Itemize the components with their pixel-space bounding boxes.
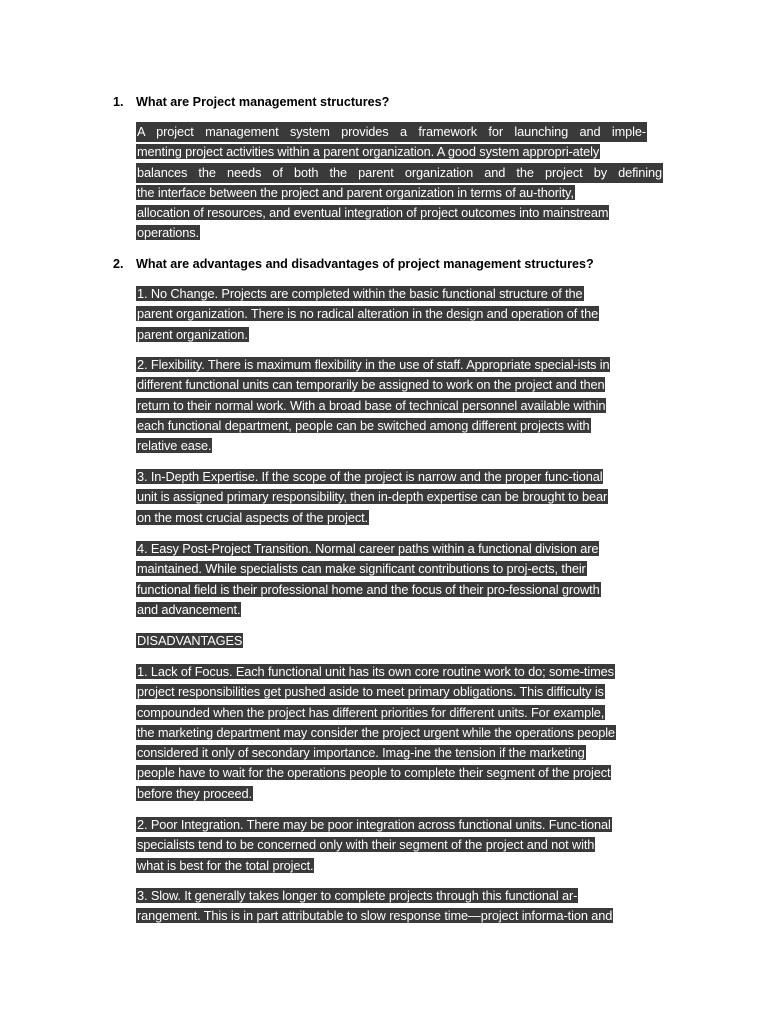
highlighted-text: what is best for the total project.: [137, 857, 314, 873]
question-text: What are Project management structures?: [136, 95, 390, 109]
text-line: [136, 487, 608, 507]
highlighted-text: considered it only of secondary importance. Imag-ine the tension if the marketing: [137, 745, 585, 761]
text-line: [136, 723, 616, 743]
highlighted-text: 3. In-Depth Expertise. If the scope of the project is narrow and the proper func-tional: [137, 469, 603, 484]
text-line: [136, 508, 608, 528]
text-line: [136, 703, 616, 723]
highlighted-text: A project management system provides a framework for launching and imple-: [136, 122, 647, 142]
question-2: [113, 257, 594, 271]
text-line: [136, 743, 616, 763]
highlighted-text: the interface between the project and parent organization in terms of au-thority,: [137, 184, 574, 200]
text-line: [136, 682, 616, 702]
highlighted-text: DISADVANTAGES: [137, 633, 243, 648]
disadvantage-3-paragraph: [136, 886, 613, 927]
text-line: [136, 815, 612, 835]
disadvantage-2-paragraph: [136, 815, 612, 876]
highlighted-text: 1. Lack of Focus. Each functional unit has its own core routine work to do; some-times: [137, 664, 614, 679]
text-line: [136, 856, 612, 876]
highlighted-text: parent organization. There is no radical alteration in the design and operation of the: [137, 306, 599, 322]
highlighted-text: each functional department, people can be switched among different projects with: [137, 417, 590, 433]
text-line: [136, 375, 610, 395]
highlighted-text: relative ease.: [137, 438, 212, 454]
advantage-4-paragraph: [136, 539, 601, 620]
text-line: [136, 183, 663, 203]
highlighted-text: return to their normal work. With a broad base of technical personnel available within: [137, 397, 606, 413]
text-line: [136, 763, 616, 783]
advantage-3-paragraph: [136, 467, 608, 528]
highlighted-text: 3. Slow. It generally takes longer to complete projects through this functional ar-: [137, 888, 578, 903]
text-line: [136, 631, 243, 651]
highlighted-text: 1. No Change. Projects are completed within the basic functional structure of the: [137, 286, 583, 301]
highlighted-text: 2. Flexibility. There is maximum flexibility in the use of staff. Appropriate special-ists in: [137, 357, 610, 372]
highlighted-text: on the most crucial aspects of the project.: [137, 509, 368, 525]
text-line: [136, 835, 612, 855]
highlighted-text: 2. Poor Integration. There may be poor integration across functional units. Func-tional: [137, 817, 611, 832]
answer-1-paragraph: [136, 122, 663, 244]
text-line: [136, 467, 608, 487]
highlighted-text: the marketing department may consider the project urgent while the operations people: [137, 724, 615, 740]
highlighted-text: unit is assigned primary responsibility, then in-depth expertise can be brought to bear: [137, 489, 608, 505]
highlighted-text: before they proceed.: [137, 785, 252, 801]
highlighted-text: parent organization.: [137, 326, 248, 342]
highlighted-text: allocation of resources, and eventual integration of project outcomes into mainstream: [137, 205, 609, 221]
question-number: 2.: [113, 257, 124, 271]
text-line: [136, 662, 616, 682]
text-line: [136, 203, 663, 223]
highlighted-text: balances the needs of both the parent organization and the project by defining: [136, 163, 663, 183]
text-line: [136, 539, 601, 559]
highlighted-text: maintained. While specialists can make significant contributions to proj-ects, their: [137, 561, 586, 577]
highlighted-text: rangement. This is in part attributable to slow response time—project informa-tion and: [137, 908, 613, 924]
text-line: [136, 325, 599, 345]
disadvantages-heading: [136, 631, 243, 651]
highlighted-text: operations.: [137, 225, 199, 241]
question-number: 1.: [113, 95, 124, 109]
text-line: [136, 784, 616, 804]
text-line: [136, 396, 610, 416]
text-line: [136, 906, 613, 926]
question-1: [113, 95, 389, 109]
text-line: [136, 580, 601, 600]
text-line: [136, 886, 613, 906]
disadvantage-1-paragraph: [136, 662, 616, 804]
text-line: [136, 559, 601, 579]
highlighted-text: and advancement.: [137, 601, 241, 617]
highlighted-text: menting project activities within a parent organization. A good system appropri-ately: [137, 144, 600, 160]
text-line: [136, 163, 663, 183]
text-line: [136, 600, 601, 620]
text-line: [136, 142, 663, 162]
text-line: [136, 436, 610, 456]
advantage-1-paragraph: [136, 284, 599, 345]
highlighted-text: project responsibilities get pushed aside to meet primary obligations. This difficulty is: [137, 684, 604, 700]
text-line: [136, 122, 663, 142]
text-line: [136, 304, 599, 324]
advantage-2-paragraph: [136, 355, 610, 456]
highlighted-text: people have to wait for the operations people to complete their segment of the project: [137, 765, 611, 781]
highlighted-text: functional field is their professional home and the focus of their pro-fessional growth: [137, 581, 600, 597]
text-line: [136, 223, 663, 243]
highlighted-text: different functional units can temporarily be assigned to work on the project and then: [137, 377, 605, 393]
highlighted-text: 4. Easy Post-Project Transition. Normal career paths within a functional division are: [137, 541, 599, 556]
text-line: [136, 416, 610, 436]
text-line: [136, 284, 599, 304]
highlighted-text: specialists tend to be concerned only with their segment of the project and not with: [137, 837, 595, 853]
text-line: [136, 355, 610, 375]
highlighted-text: compounded when the project has different priorities for different units. For example,: [137, 704, 605, 720]
question-text: What are advantages and disadvantages of project management structures?: [136, 257, 594, 271]
